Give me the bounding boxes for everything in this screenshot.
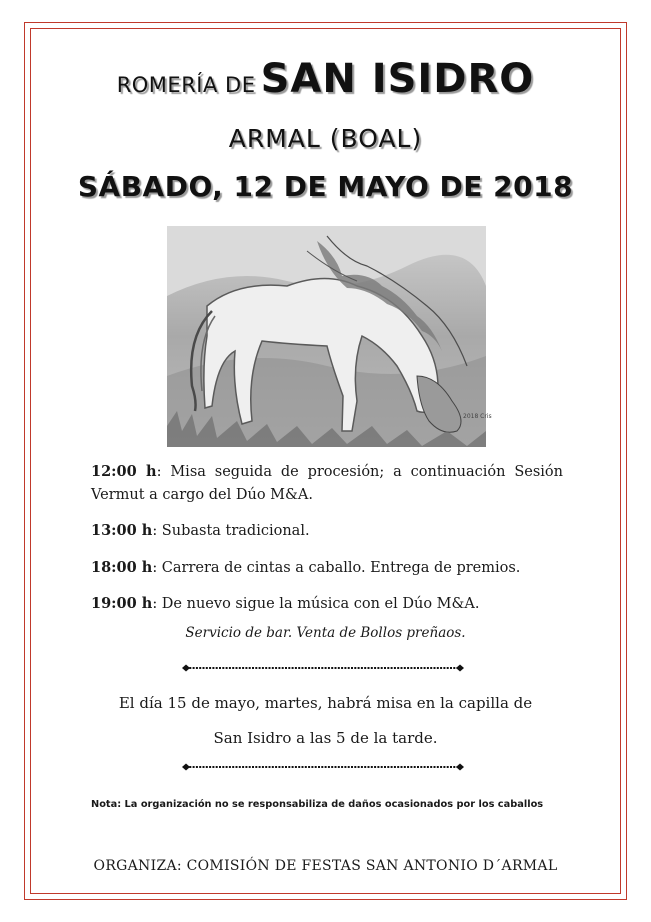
title-line-1 bbox=[0, 56, 651, 102]
program-text: : Misa seguida de procesión; a continuación Sesión Vermut a cargo del Dúo M&A. bbox=[91, 464, 563, 503]
service-text: Servicio de bar. Venta de Bollos preñaos. bbox=[185, 625, 466, 641]
title-place: ARMAL (BOAL) bbox=[228, 124, 423, 153]
divider-ornament bbox=[182, 663, 464, 673]
horse-watercolor-icon bbox=[167, 226, 492, 447]
program-time: 19:00 h bbox=[91, 595, 153, 612]
program-time: 12:00 h bbox=[91, 463, 157, 480]
disclaimer-note: Nota: La organización no se responsabiliza de daños ocasionados por los caballos bbox=[91, 799, 544, 810]
notice-line-2: San Isidro a las 5 de la tarde. bbox=[213, 729, 438, 747]
program-item-3 bbox=[91, 556, 563, 580]
title-date: SÁBADO, 12 DE MAYO DE 2018 bbox=[77, 170, 574, 203]
image-signature: 2018 Cris bbox=[463, 413, 492, 420]
horse-image bbox=[167, 226, 492, 447]
title-name: SAN ISIDRO bbox=[260, 56, 535, 102]
program-item-1 bbox=[91, 460, 563, 507]
program-item-2 bbox=[91, 519, 563, 543]
program-text: : Carrera de cintas a caballo. Entrega de premios. bbox=[152, 560, 521, 576]
divider-ornament bbox=[182, 762, 464, 772]
notice-line-1: El día 15 de mayo, martes, habrá misa en la capilla de bbox=[118, 694, 533, 712]
title-prefix: ROMERÍA DE bbox=[116, 73, 256, 97]
program-text: : De nuevo sigue la música con el Dúo M&A. bbox=[152, 596, 480, 612]
program-time: 13:00 h bbox=[91, 522, 153, 539]
program-time: 18:00 h bbox=[91, 559, 153, 576]
program-item-4 bbox=[91, 592, 563, 616]
organizer-line: ORGANIZA: COMISIÓN DE FESTAS SAN ANTONIO D´ARMAL bbox=[93, 858, 558, 874]
program-text: : Subasta tradicional. bbox=[152, 523, 310, 539]
